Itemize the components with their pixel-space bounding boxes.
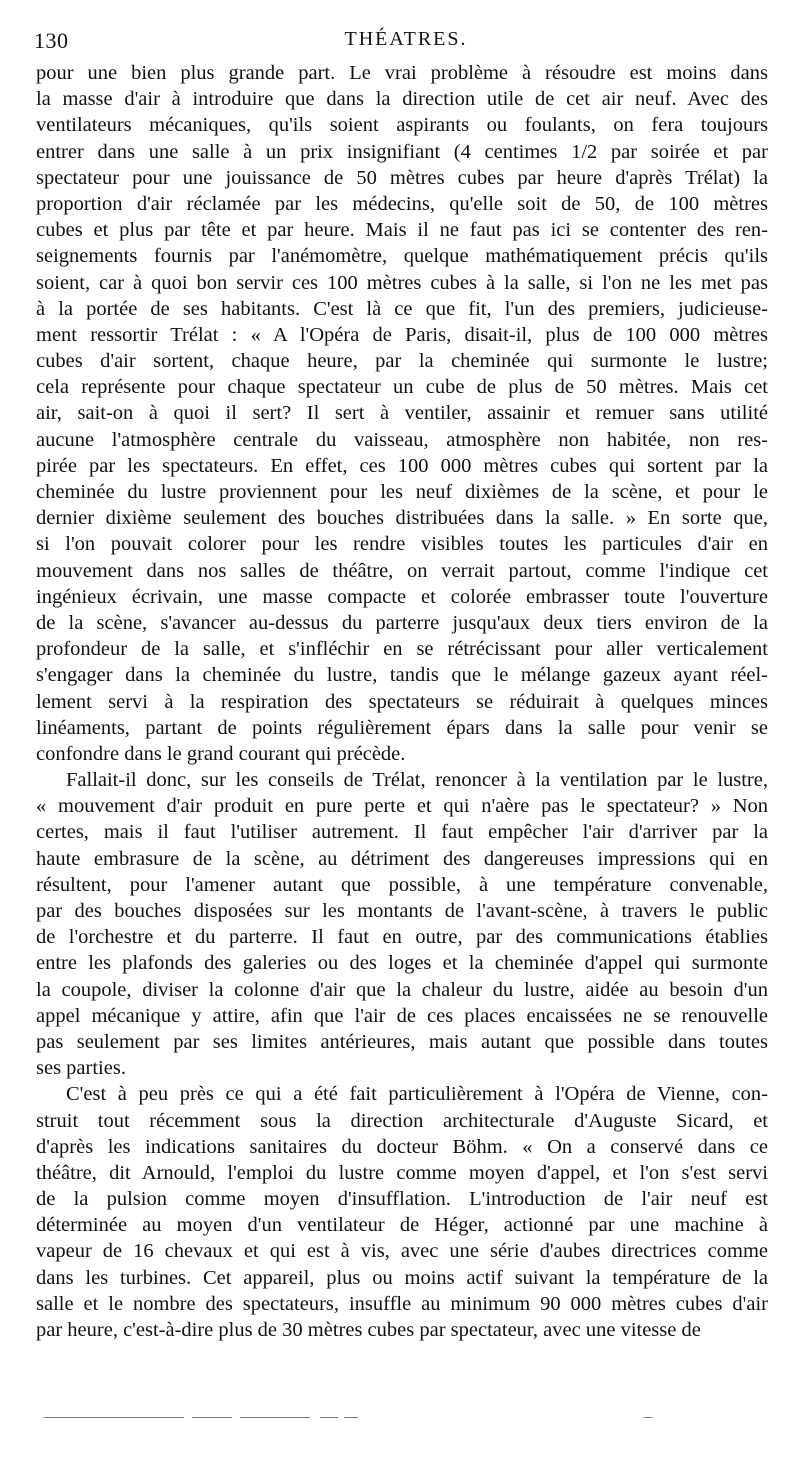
running-title: THÉATRES. xyxy=(344,28,468,50)
text-line: « mouvement d'air produit en pure perte et qui n'aère pas le spectateur? » Non xyxy=(36,795,768,818)
text-line: pirée par les spectateurs. En effet, ces 100 000 mètres cubes qui sortent par la xyxy=(36,454,768,477)
text-line: dernier dixième seulement des bouches distribuées dans la salle. » En sorte que, xyxy=(36,507,768,530)
text-line: struit tout récemment sous la direction architecturale d'Auguste Sicard, et xyxy=(36,1109,768,1132)
text-line: de l'orchestre et du parterre. Il faut en outre, par des communications établies xyxy=(36,926,768,949)
paragraph xyxy=(36,767,768,1081)
text-line: la masse d'air à introduire que dans la direction utile de cet air neuf. Avec des xyxy=(36,88,768,111)
text-line: mouvement dans nos salles de théâtre, on verrait partout, comme l'indique cet xyxy=(36,559,768,582)
text-line: ses parties. xyxy=(36,1057,126,1080)
text-line: résultent, pour l'amener autant que possible, à une température convenable, xyxy=(36,873,768,896)
text-line: profondeur de la salle, et s'infléchir en se rétrécissant pour aller verticalement xyxy=(36,638,768,661)
text-line: d'après les indications sanitaires du docteur Böhm. « On a conservé dans ce xyxy=(36,1135,768,1158)
text-line: seignements fournis par l'anémomètre, quelque mathématiquement précis qu'ils xyxy=(36,245,768,268)
text-line: confondre dans le grand courant qui précède. xyxy=(36,742,406,765)
text-line: linéaments, partant de points régulièrement épars dans la salle pour venir se xyxy=(36,716,768,739)
text-line: lement servi à la respiration des spectateurs se réduirait à quelques minces xyxy=(36,690,768,713)
text-line: à la portée de ses habitants. C'est là ce que fit, l'un des premiers, judicieuse- xyxy=(36,297,768,320)
running-header xyxy=(34,28,778,58)
text-line: cela représente pour chaque spectateur un cube de plus de 50 mètres. Mais cet xyxy=(36,376,768,399)
text-line: par des bouches disposées sur les montants de l'avant-scène, à travers le public xyxy=(36,900,768,922)
text-line: théâtre, dit Arnould, l'emploi du lustre comme moyen d'appel, et l'on s'est servi xyxy=(36,1161,768,1184)
text-line: cubes et plus par tête et par heure. Mais il ne faut pas ici se contenter des ren- xyxy=(36,219,768,242)
body-text xyxy=(36,60,768,1343)
text-line: appel mécanique y attire, afin que l'air de ces places encaissées ne se renouvelle xyxy=(36,1004,768,1027)
text-line: air, sait-on à quoi il sert? Il sert à ventiler, assainir et remuer sans utilité xyxy=(36,402,768,425)
text-line: spectateur pour une jouissance de 50 mètres cubes par heure d'après Trélat) la xyxy=(36,166,768,189)
text-line: s'engager dans la cheminée du lustre, tandis que le mélange gazeux ayant réel- xyxy=(36,664,768,687)
text-line: cubes d'air sortent, chaque heure, par la cheminée qui surmonte le lustre; xyxy=(36,350,768,373)
footer-rule xyxy=(44,1412,654,1424)
text-line: C'est à peu près ce qui a été fait particulièrement à l'Opéra de Vienne, con- xyxy=(66,1083,768,1106)
page-number: 130 xyxy=(34,28,69,53)
text-line: de la scène, s'avancer au-dessus du parterre jusqu'aux deux tiers environ de la xyxy=(36,611,768,634)
text-line: aucune l'atmosphère centrale du vaisseau, atmosphère non habitée, non res- xyxy=(36,428,768,451)
text-line: déterminée au moyen d'un ventilateur de Héger, actionné par une machine à xyxy=(36,1214,768,1237)
text-line: salle et le nombre des spectateurs, insuffle au minimum 90 000 mètres cubes d'air xyxy=(36,1292,768,1315)
text-line: Fallait-il donc, sur les conseils de Trélat, renoncer à la ventilation par le lustre, xyxy=(66,769,768,792)
text-line: cheminée du lustre proviennent pour les neuf dixièmes de la scène, et pour le xyxy=(36,481,768,503)
text-line: haute embrasure de la scène, au détriment des dangereuses impressions qui en xyxy=(36,847,768,870)
text-line: entre les plafonds des galeries ou des loges et la cheminée d'appel qui surmonte xyxy=(36,952,768,975)
text-line: dans les turbines. Cet appareil, plus ou moins actif suivant la température de la xyxy=(36,1266,768,1289)
text-line: vapeur de 16 chevaux et qui est à vis, avec une série d'aubes directrices comme xyxy=(36,1240,768,1263)
text-line: entrer dans une salle à un prix insignifiant (4 centimes 1/2 par soirée et par xyxy=(36,140,768,163)
text-line: ment ressortir Trélat : « A l'Opéra de Paris, disait-il, plus de 100 000 mètres xyxy=(36,323,768,346)
text-line: si l'on pouvait colorer pour les rendre visibles toutes les particules d'air en xyxy=(36,533,768,556)
paragraph xyxy=(36,60,768,767)
text-line: proportion d'air réclamée par les médecins, qu'elle soit de 50, de 100 mètres xyxy=(36,192,768,215)
text-line: pas seulement par ses limites antérieures, mais autant que possible dans toutes xyxy=(36,1030,768,1053)
text-line: pour une bien plus grande part. Le vrai problème à résoudre est moins dans xyxy=(36,62,768,84)
text-line: la coupole, diviser la colonne d'air que la chaleur du lustre, aidée au besoin d'un xyxy=(36,978,768,1001)
text-line: ventilateurs mécaniques, qu'ils soient aspirants ou foulants, on fera toujours xyxy=(36,114,768,137)
paragraph xyxy=(36,1081,768,1343)
text-line: ingénieux écrivain, une masse compacte et colorée embrasser toute l'ouverture xyxy=(36,585,768,608)
text-line: certes, mais il faut l'utiliser autrement. Il faut empêcher l'air d'arriver par la xyxy=(36,821,768,844)
text-line: de la pulsion comme moyen d'insufflation. L'introduction de l'air neuf est xyxy=(36,1188,768,1211)
text-line: soient, car à quoi bon servir ces 100 mètres cubes à la salle, si l'on ne les met pas xyxy=(36,271,768,294)
text-line: par heure, c'est-à-dire plus de 30 mètres cubes par spectateur, avec une vitesse de xyxy=(36,1319,701,1341)
